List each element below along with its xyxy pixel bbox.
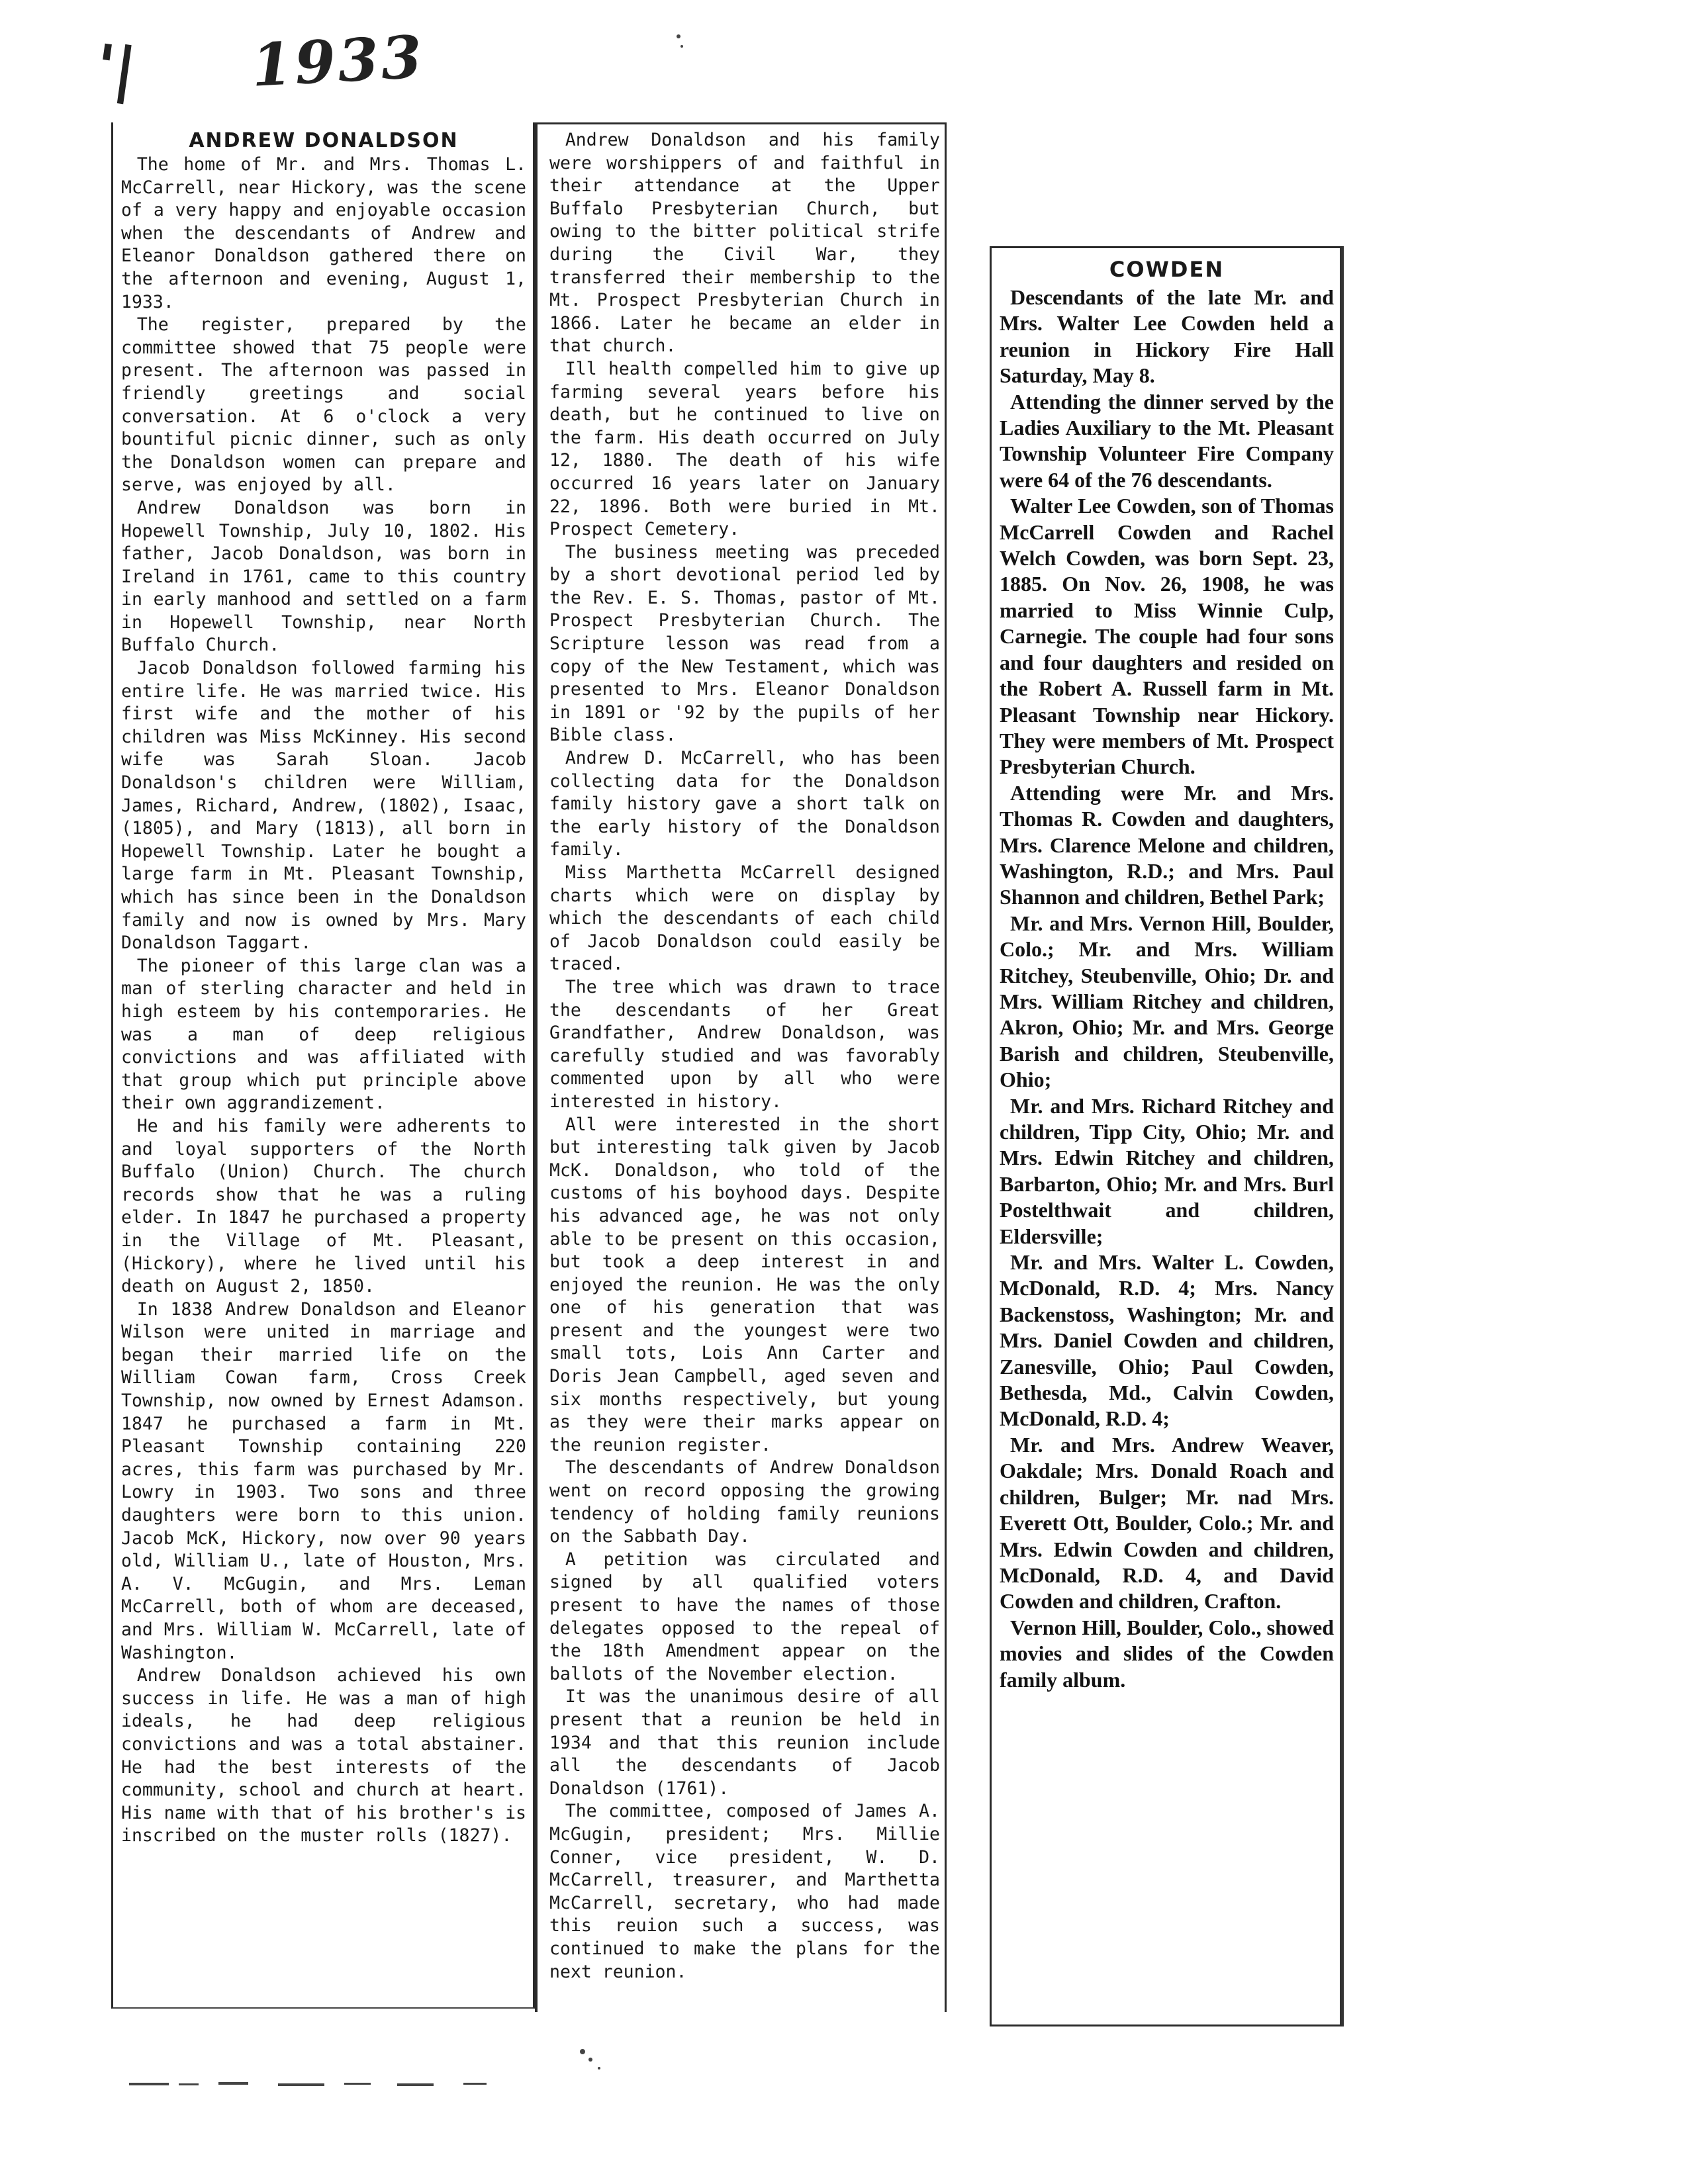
article-paragraph: Mr. and Mrs. Richard Ritchey and children, Tipp City, Ohio; Mr. and Mrs. Edwin Ritchey and children, Barbarton, Ohio; Mr. and Mrs. Burl Postelthwait and children, Eldersville; bbox=[1000, 1093, 1334, 1248]
article-paragraph: Vernon Hill, Boulder, Colo., showed movies and slides of the Cowden family album. bbox=[1000, 1615, 1334, 1692]
article-paragraph: The pioneer of this large clan was a man of sterling character and held in high esteem by his contemporaries. He was a man of deep religious convictions and was affiliated with that group which put principle above their own aggrandizement. bbox=[121, 955, 526, 1114]
article-paragraph: Walter Lee Cowden, son of Thomas McCarrell Cowden and Rachel Welch Cowden, was born Sept. 23, 1885. On Nov. 26, 1908, he was married to Miss Winnie Culp, Carnegie. The couple had four sons and four daughters and resided on the Robert A. Russell farm in Mt. Pleasant Township near Hickory. They were members of Mt. Prospect Presbyterian Church. bbox=[1000, 494, 1334, 779]
article-paragraph: A petition was circulated and signed by all qualified voters present to have the names of those delegates opposed to the repeal of the 18th Amendment appear on the ballots of the November election. bbox=[549, 1549, 940, 1684]
article-paragraph: Attending were Mr. and Mrs. Thomas R. Cowden and daughters, Mrs. Clarence Melone and children, Washington, R.D.; and Mrs. Paul Shannon and children, Bethel Park; bbox=[1000, 780, 1334, 909]
article-paragraph: All were interested in the short but interesting talk given by Jacob McK. Donaldson, who told of the customs of his boyhood days. Despite his advanced age, he was not only able to be present on this occasion, but took a deep interest in and enjoyed the reunion. He was the only one of his generation that was present and the youngest were two small tots, Lois Ann Carter and Doris Jean Campbell, aged seven and six months respectively, but young as they were their marks appear on the reunion register. bbox=[549, 1114, 940, 1455]
article-paragraph: Attending the dinner served by the Ladies Auxiliary to the Mt. Pleasant Township Volunteer Fire Company were 64 of the 76 descendants. bbox=[1000, 389, 1334, 492]
article-paragraph: Ill health compelled him to give up farming several years before his death, but he continued to live on the farm. His death occurred on July 12, 1880. The death of his wife occurred 16 years later on January 22, 1896. Both were buried in Mt. Prospect Cemetery. bbox=[549, 358, 940, 540]
article-paragraph: Mr. and Mrs. Walter L. Cowden, McDonald, R.D. 4; Mrs. Nancy Backenstoss, Washington; Mr. and Mrs. Daniel Cowden and children, Zanesville, Ohio; Paul Cowden, Bethesda, Md., Calvin Cowden, McDonald, R.D. 4; bbox=[1000, 1250, 1334, 1431]
article-paragraph: Mr. and Mrs. Vernon Hill, Boulder, Colo.; Mr. and Mrs. William Ritchey, Steubenville, Ohio; Dr. and Mrs. William Ritchey and children, Akron, Ohio; Mr. and Mrs. George Barish and children, Steubenville, Ohio; bbox=[1000, 911, 1334, 1092]
article-paragraph: It was the unanimous desire of all present that a reunion be held in 1934 and that this reunion include all the descendants of Jacob Donaldson (1761). bbox=[549, 1686, 940, 1799]
article-paragraph: Andrew Donaldson was born in Hopewell Township, July 10, 1802. His father, Jacob Donaldson, was born in Ireland in 1761, came to this country in early manhood and settled on a farm in Hopewell Township, near North Buffalo Church. bbox=[121, 497, 526, 656]
article-paragraph: In 1838 Andrew Donaldson and Eleanor Wilson were united in marriage and began their married life on the William Cowan farm, Cross Creek Township, now owned by Ernest Adamson. 1847 he purchased a farm in Mt. Pleasant Township containing 220 acres, this farm was purchased by Mr. Lowry in 1903. Two sons and three daughters were born to this union. Jacob McK, Hickory, now over 90 years old, William U., late of Houston, Mrs. A. V. McGugin, and Mrs. Leman McCarrell, both of whom are deceased, and Mrs. William W. McCarrell, late of Washington. bbox=[121, 1298, 526, 1663]
donaldson-column-2 bbox=[549, 129, 940, 1983]
article-paragraph: Jacob Donaldson followed farming his entire life. He was married twice. His first wife and the mother of his children was Miss McKinney. His second wife was Sarah Sloan. Jacob Donaldson's children were William, James, Richard, Andrew, (1802), Isaac, (1805), and Mary (1813), all born in Hopewell Township. Later he bought a large farm in Mt. Pleasant Township, which has since been in the Donaldson family and now is owned by Mrs. Mary Donaldson Taggart. bbox=[121, 658, 526, 954]
article-paragraph: He and his family were adherents to and loyal supporters of the North Buffalo (Union) Church. The church records show that he was a ruling elder. In 1847 he purchased a property in the Village of Mt. Pleasant, (Hickory), where he lived until his death on August 2, 1850. bbox=[121, 1115, 526, 1297]
article-paragraph: The register, prepared by the committee showed that 75 people were present. The afternoon was passed in friendly greetings and social conversation. At 6 o'clock a very bountiful picnic dinner, such as only the Donaldson women can prepare and serve, was enjoyed by all. bbox=[121, 314, 526, 496]
article-paragraph: Andrew Donaldson achieved his own success in life. He was a man of high ideals, he had deep religious convictions and was a total abstainer. He had the best interests of the community, school and church at heart. His name with that of his brother's is inscribed on the muster rolls (1827). bbox=[121, 1665, 526, 1846]
article-paragraph: Miss Marthetta McCarrell designed charts which were on display by which the descendants of each child of Jacob Donaldson could easily be traced. bbox=[549, 862, 940, 975]
article-paragraph: The descendants of Andrew Donaldson went on record opposing the growing tendency of holding family reunions on the Sabbath Day. bbox=[549, 1457, 940, 1547]
handwritten-year: 1933 bbox=[250, 22, 426, 100]
handwritten-mark: '| bbox=[91, 30, 141, 106]
article-paragraph: Andrew D. McCarrell, who has been collecting data for the Donaldson family history gave a short talk on the early history of the Donaldson family. bbox=[549, 748, 940, 860]
cowden-headline: COWDEN bbox=[1109, 257, 1225, 282]
article-paragraph: Mr. and Mrs. Andrew Weaver, Oakdale; Mrs. Donald Roach and children, Bulger; Mr. nad Mrs. Everett Ott, Boulder, Colo.; Mr. and Mrs. Edwin Cowden and children, McDonald, R.D. 4, and David Cowden and children, Crafton. bbox=[1000, 1432, 1334, 1614]
article-paragraph: Descendants of the late Mr. and Mrs. Walter Lee Cowden held a reunion in Hickory Fire Hall Saturday, May 8. bbox=[1000, 285, 1334, 388]
donaldson-column-1 bbox=[121, 129, 526, 1848]
article-paragraph: The committee, composed of James A. McGugin, president; Mrs. Millie Conner, vice president, W. D. McCarrell, treasurer, and Marthetta McCarrell, secretary, who had made this reuion such a success, was continued to make the plans for the next reunion. bbox=[549, 1801, 940, 1982]
cowden-column bbox=[1000, 257, 1334, 1693]
donaldson-headline: ANDREW DONALDSON bbox=[189, 129, 459, 152]
article-paragraph: Andrew Donaldson and his family were worshippers of and faithful in their attendance at the Upper Buffalo Presbyterian Church, but owing to the bitter political strife during the Civil War, they transferred their membership to the Mt. Prospect Presbyterian Church in 1866. Later he became an elder in that church. bbox=[549, 130, 940, 357]
article-paragraph: The home of Mr. and Mrs. Thomas L. McCarrell, near Hickory, was the scene of a very happy and enjoyable occasion when the descendants of Andrew and Eleanor Donaldson gathered there on the afternoon and evening, August 1, 1933. bbox=[121, 154, 526, 312]
article-paragraph: The tree which was drawn to trace the descendants of her Great Grandfather, Andrew Donaldson, was carefully studied and was favorably commented upon by all who were interested in history. bbox=[549, 976, 940, 1112]
article-paragraph: The business meeting was preceded by a short devotional period led by the Rev. E. S. Thomas, pastor of Mt. Prospect Presbyterian Church. The Scripture lesson was read from a copy of the New Testament, which was presented to Mrs. Eleanor Donaldson in 1891 or '92 by the pupils of her Bible class. bbox=[549, 541, 940, 746]
